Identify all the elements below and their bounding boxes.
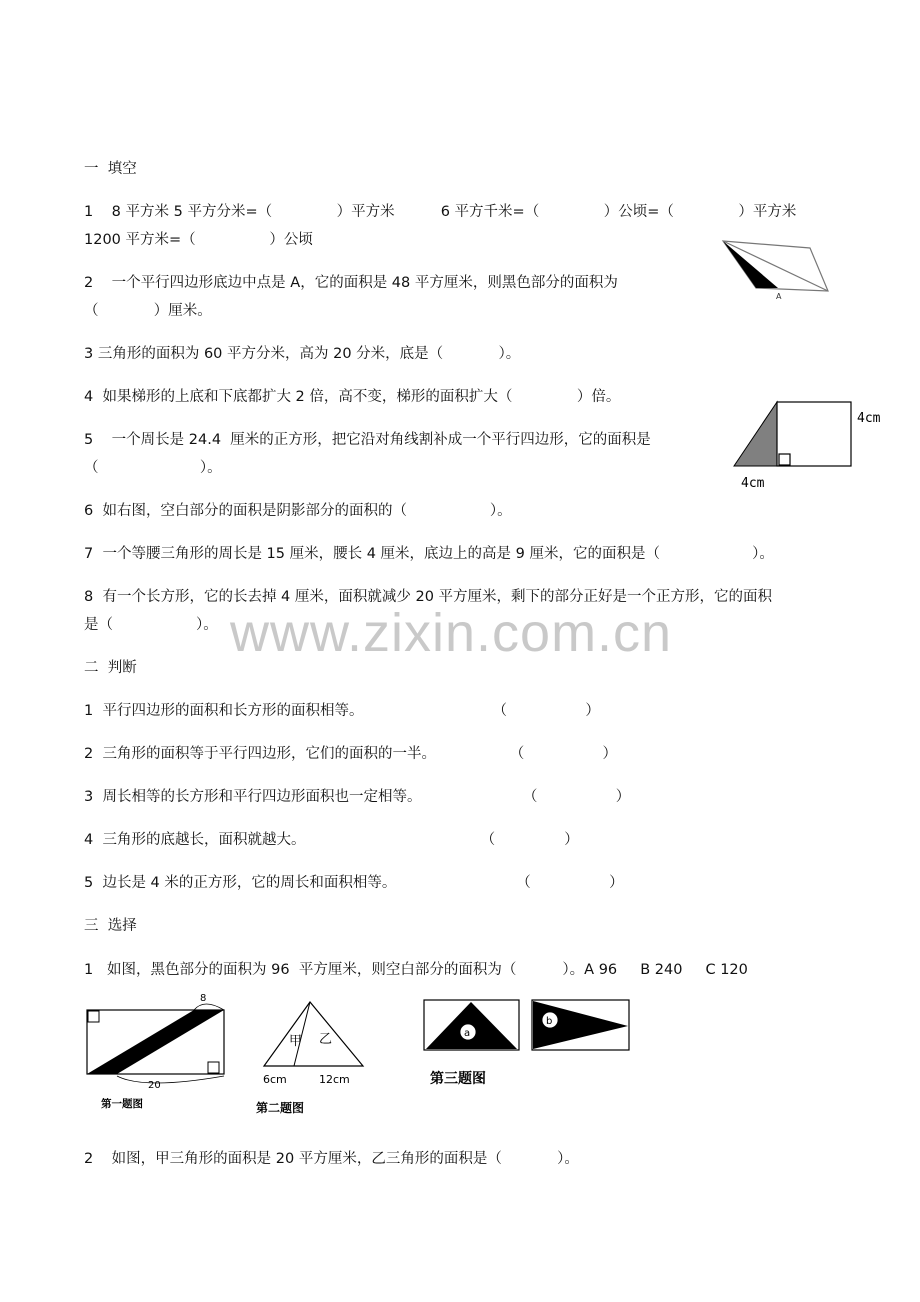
- figure-three-a: a: [464, 1028, 471, 1039]
- q1-2-line1: 2 一个平行四边形底边中点是 A，它的面积是 48 平方厘米，则黑色部分的面积为: [84, 275, 618, 291]
- q1-8-line2: 是（ ）。: [84, 617, 218, 633]
- figure-two-left-label: 6cm: [263, 1073, 287, 1086]
- q1-5-line1: 5 一个周长是 24.4 厘米的正方形，把它沿对角线割补成一个平行四边形，它的面积是: [84, 432, 651, 448]
- figure-two-jia: 甲: [289, 1034, 303, 1049]
- section2-heading: 二 判断: [84, 660, 137, 676]
- q1-6: 6 如右图，空白部分的面积是阴影部分的面积的（ ）。: [84, 503, 512, 519]
- figure-two-right-label: 12cm: [319, 1073, 350, 1086]
- q1-7: 7 一个等腰三角形的周长是 15 厘米，腰长 4 厘米，底边上的高是 9 厘米，它的面积是（ ）。: [84, 546, 774, 562]
- q1-5-line2: （ ）。: [84, 460, 222, 476]
- q1-4: 4 如果梯形的上底和下底都扩大 2 倍，高不变，梯形的面积扩大（ ）倍。: [84, 389, 621, 405]
- section3-heading: 三 选择: [84, 918, 137, 934]
- q3-1: 1 如图，黑色部分的面积为 96 平方厘米，则空白部分的面积为（ ）。A 96 B 240 C 120: [84, 962, 748, 978]
- q1-8-line1: 8 有一个长方形，它的长去掉 4 厘米，面积就减少 20 平方厘米，剩下的部分正好是一个正方形，它的面积: [84, 589, 773, 605]
- q2-1: 1 平行四边形的面积和长方形的面积相等。 （ ）: [84, 703, 600, 719]
- square-side-label: 4cm: [857, 411, 881, 426]
- figure-one-bottom-label: 20: [148, 1080, 161, 1091]
- q1-2-line2: （ ）厘米。: [84, 303, 212, 319]
- q3-2: 2 如图，甲三角形的面积是 20 平方厘米，乙三角形的面积是（ ）。: [84, 1151, 579, 1167]
- figure-one-top-label: 8: [200, 993, 207, 1004]
- q1-3: 3 三角形的面积为 60 平方分米，高为 20 分米，底是（ ）。: [84, 346, 521, 362]
- square-base-label: 4cm: [741, 476, 765, 491]
- figure-one: [84, 990, 234, 1115]
- watermark: www.zixin.com.cn: [230, 603, 673, 663]
- q2-2: 2 三角形的面积等于平行四边形，它们的面积的一半。 （ ）: [84, 746, 618, 762]
- figure-one-caption: 第一题图: [101, 1098, 143, 1110]
- square-triangle-figure: [730, 396, 890, 496]
- figure-two-yi: 乙: [319, 1032, 333, 1047]
- figure-two-caption: 第二题图: [256, 1101, 305, 1115]
- section1-heading: 一 填空: [84, 161, 137, 177]
- figure-two: [252, 1000, 372, 1118]
- parallelogram-label-a: A: [776, 292, 782, 301]
- q1-1-line2: 1200 平方米=（ ）公顷: [84, 232, 313, 248]
- q2-3: 3 周长相等的长方形和平行四边形面积也一定相等。 （ ）: [84, 789, 631, 805]
- figure-three-b: b: [546, 1016, 553, 1027]
- q2-5: 5 边长是 4 米的正方形，它的周长和面积相等。 （ ）: [84, 875, 624, 891]
- q1-1-line1: 1 8 平方米 5 平方分米=（ ）平方米 6 平方千米=（ ）公顷=（ ）平方米: [84, 204, 797, 220]
- parallelogram-figure: [718, 236, 833, 302]
- figure-three: [420, 996, 635, 1091]
- figure-three-caption: 第三题图: [430, 1071, 486, 1087]
- q2-4: 4 三角形的底越长，面积就越大。 （ ）: [84, 832, 579, 848]
